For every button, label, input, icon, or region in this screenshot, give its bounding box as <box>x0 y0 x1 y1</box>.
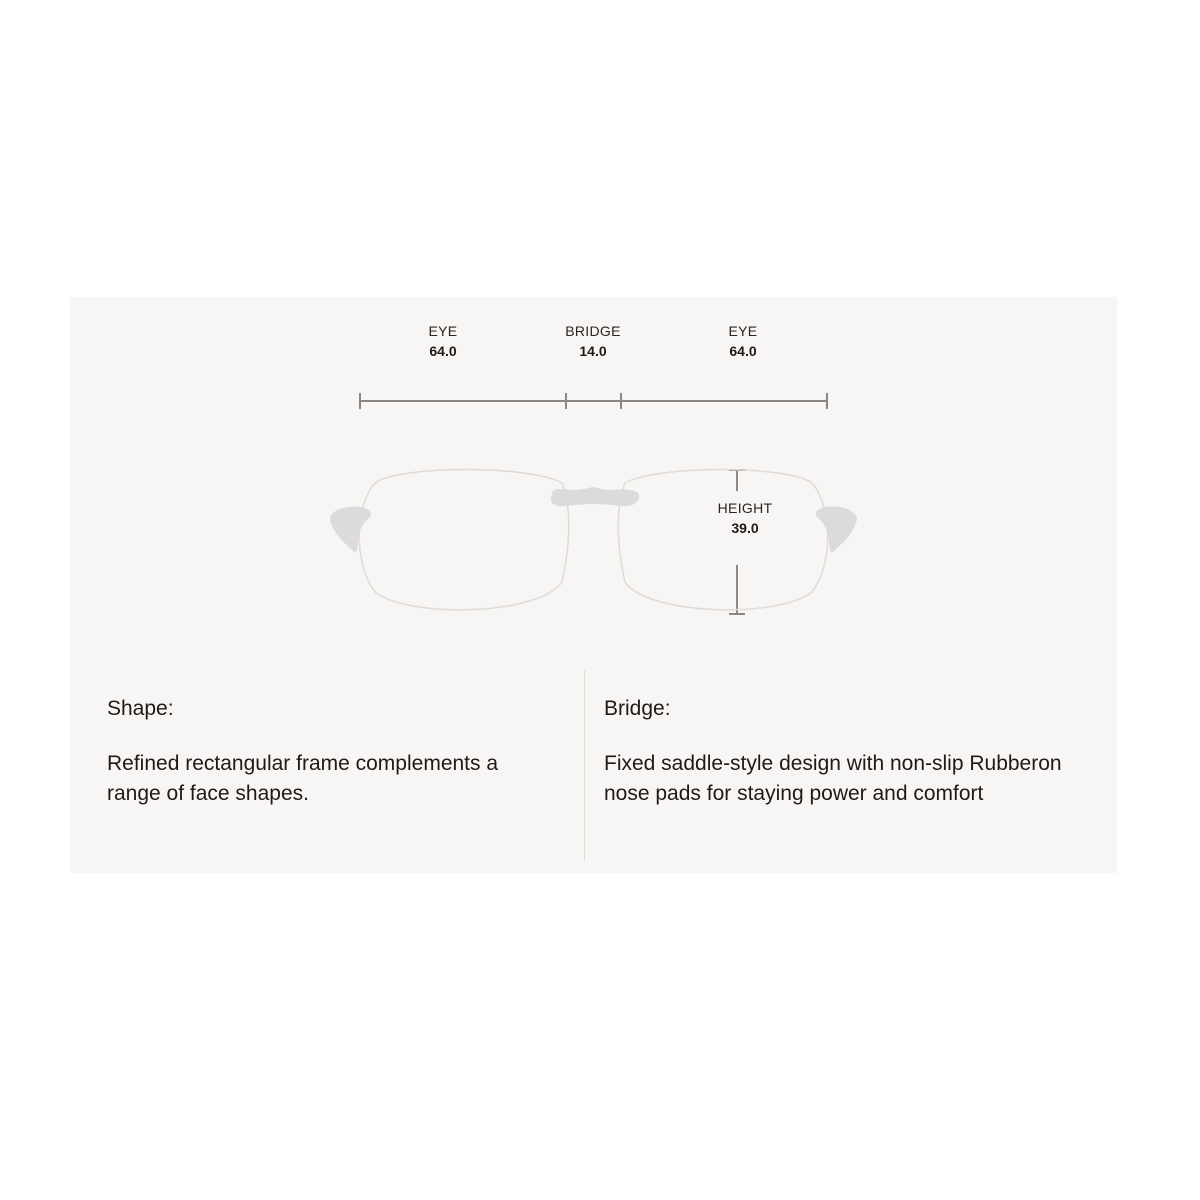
bridge-value: 14.0 <box>579 343 607 359</box>
column-divider <box>584 670 585 861</box>
eye-right-label: EYE <box>728 323 758 339</box>
height-value: 39.0 <box>731 520 759 536</box>
eye-left-label: EYE <box>428 323 458 339</box>
shape-heading: Shape: <box>107 697 174 720</box>
eye-width-right-measure <box>683 322 803 362</box>
height-label: HEIGHT <box>717 500 773 516</box>
left-temple-hinge <box>330 507 371 553</box>
eye-right-value: 64.0 <box>729 343 757 359</box>
shape-text: Refined rectangular frame complements a range of face shapes. <box>107 752 499 805</box>
bridge-label: BRIDGE <box>565 323 621 339</box>
right-temple-hinge <box>816 507 857 553</box>
shape-description <box>107 694 557 809</box>
width-measure-line <box>360 393 827 409</box>
bridge-heading: Bridge: <box>604 697 671 720</box>
height-measure-line <box>729 470 745 614</box>
lens-height-measure <box>685 499 805 539</box>
frame-measurements-panel <box>70 297 1117 873</box>
bridge-description <box>604 694 1074 809</box>
eye-left-value: 64.0 <box>429 343 457 359</box>
left-lens-outline <box>359 470 569 610</box>
bridge-width-measure <box>533 322 653 362</box>
eye-width-left-measure <box>383 322 503 362</box>
bridge-text: Fixed saddle-style design with non-slip Rubberon nose pads for staying power and comfort <box>604 752 1062 805</box>
nose-bridge <box>551 487 639 506</box>
right-lens-outline <box>618 470 828 610</box>
